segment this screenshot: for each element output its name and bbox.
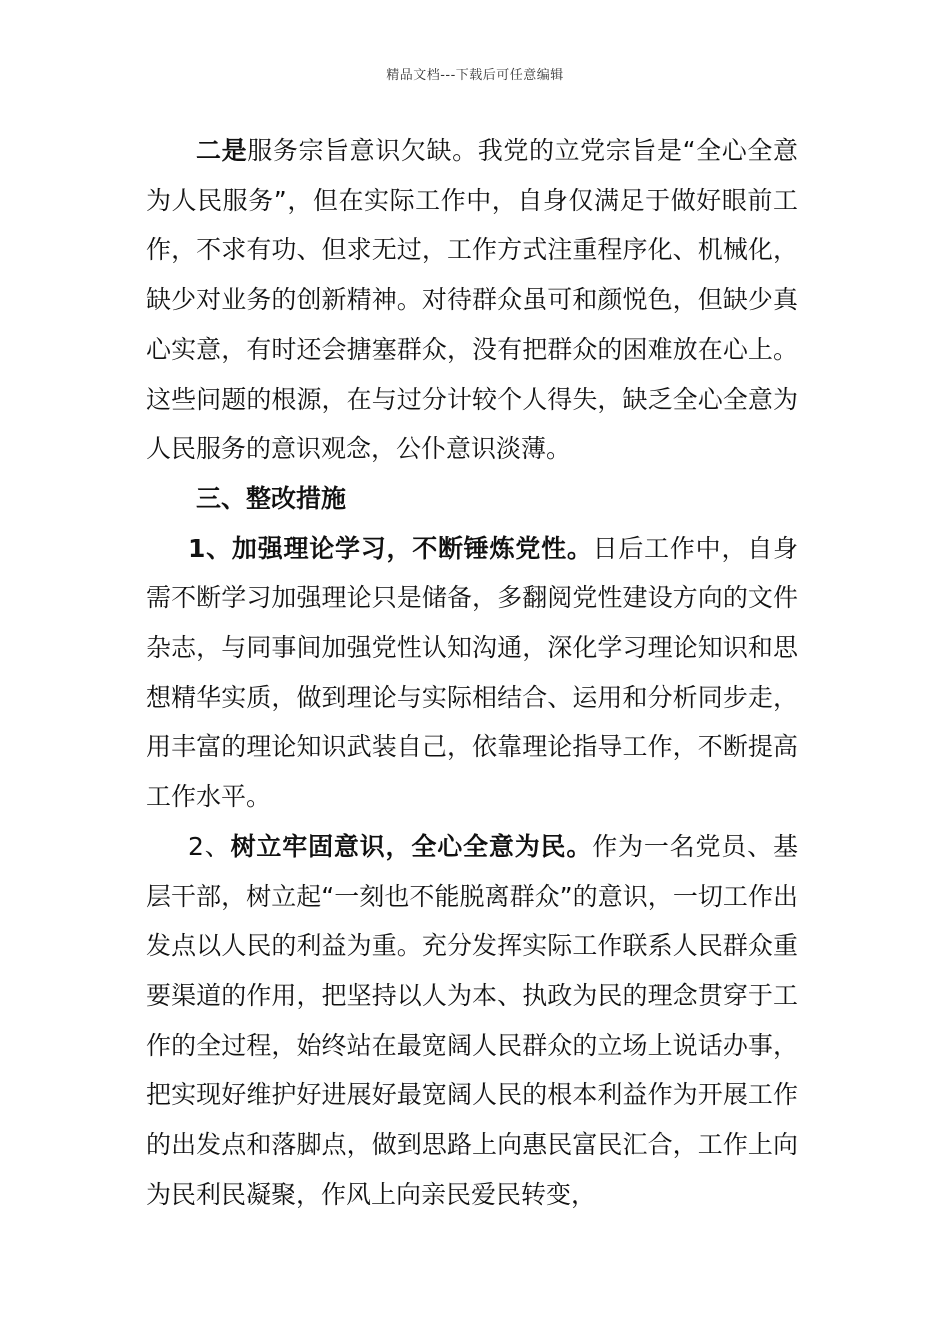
- document-body: [146, 126, 798, 1219]
- measure-1-lead: 1、加强理论学习，不断锤炼党性。: [188, 533, 593, 563]
- measure-1-text: 日后工作中，自身需不断学习加强理论只是储备，多翻阅党性建设方向的文件杂志，与同事间加强党性认知沟通，深化学习理论知识和思想精华实质，做到理论与实际相结合、运用和分析同步走，用丰富的理论知识武装自己，依靠理论指导工作，不断提高工作水平。: [146, 533, 798, 812]
- measure-2-lead: 树立牢固意识，全心全意为民。: [230, 831, 593, 861]
- paragraph-service-awareness: [146, 126, 798, 474]
- paragraph-text: 服务宗旨意识欠缺。我党的立党宗旨是“全心全意为人民服务”，但在实际工作中，自身仅满足于做好眼前工作，不求有功、但求无过，工作方式注重程序化、机械化，缺少对业务的创新精神。对待群众虽可和颜悦色，但缺少真心实意，有时还会搪塞群众，没有把群众的困难放在心上。这些问题的根源，在与过分计较个人得失，缺乏全心全意为人民服务的意识观念，公仆意识淡薄。: [146, 136, 798, 464]
- page-header: 精品文档---下载后可任意编辑: [386, 68, 564, 83]
- paragraph-lead: 二是: [196, 136, 248, 165]
- measure-2-number: 2、: [188, 831, 231, 861]
- measure-2-text: 作为一名党员、基层干部，树立起“一刻也不能脱离群众”的意识，一切工作出发点以人民的利益为重。充分发挥实际工作联系人民群众重要渠道的作用，把坚持以人为本、执政为民的理念贯穿于工作的全过程，始终站在最宽阔人民群众的立场上说话办事，把实现好维护好进展好最宽阔人民的根本利益作为开展工作的出发点和落脚点，做到思路上向惠民富民汇合，工作上向为民利民凝聚，作风上向亲民爱民转变，: [146, 831, 798, 1209]
- measure-2: [146, 822, 798, 1220]
- section-heading: 三、整改措施: [196, 483, 347, 513]
- measure-1: [146, 524, 798, 822]
